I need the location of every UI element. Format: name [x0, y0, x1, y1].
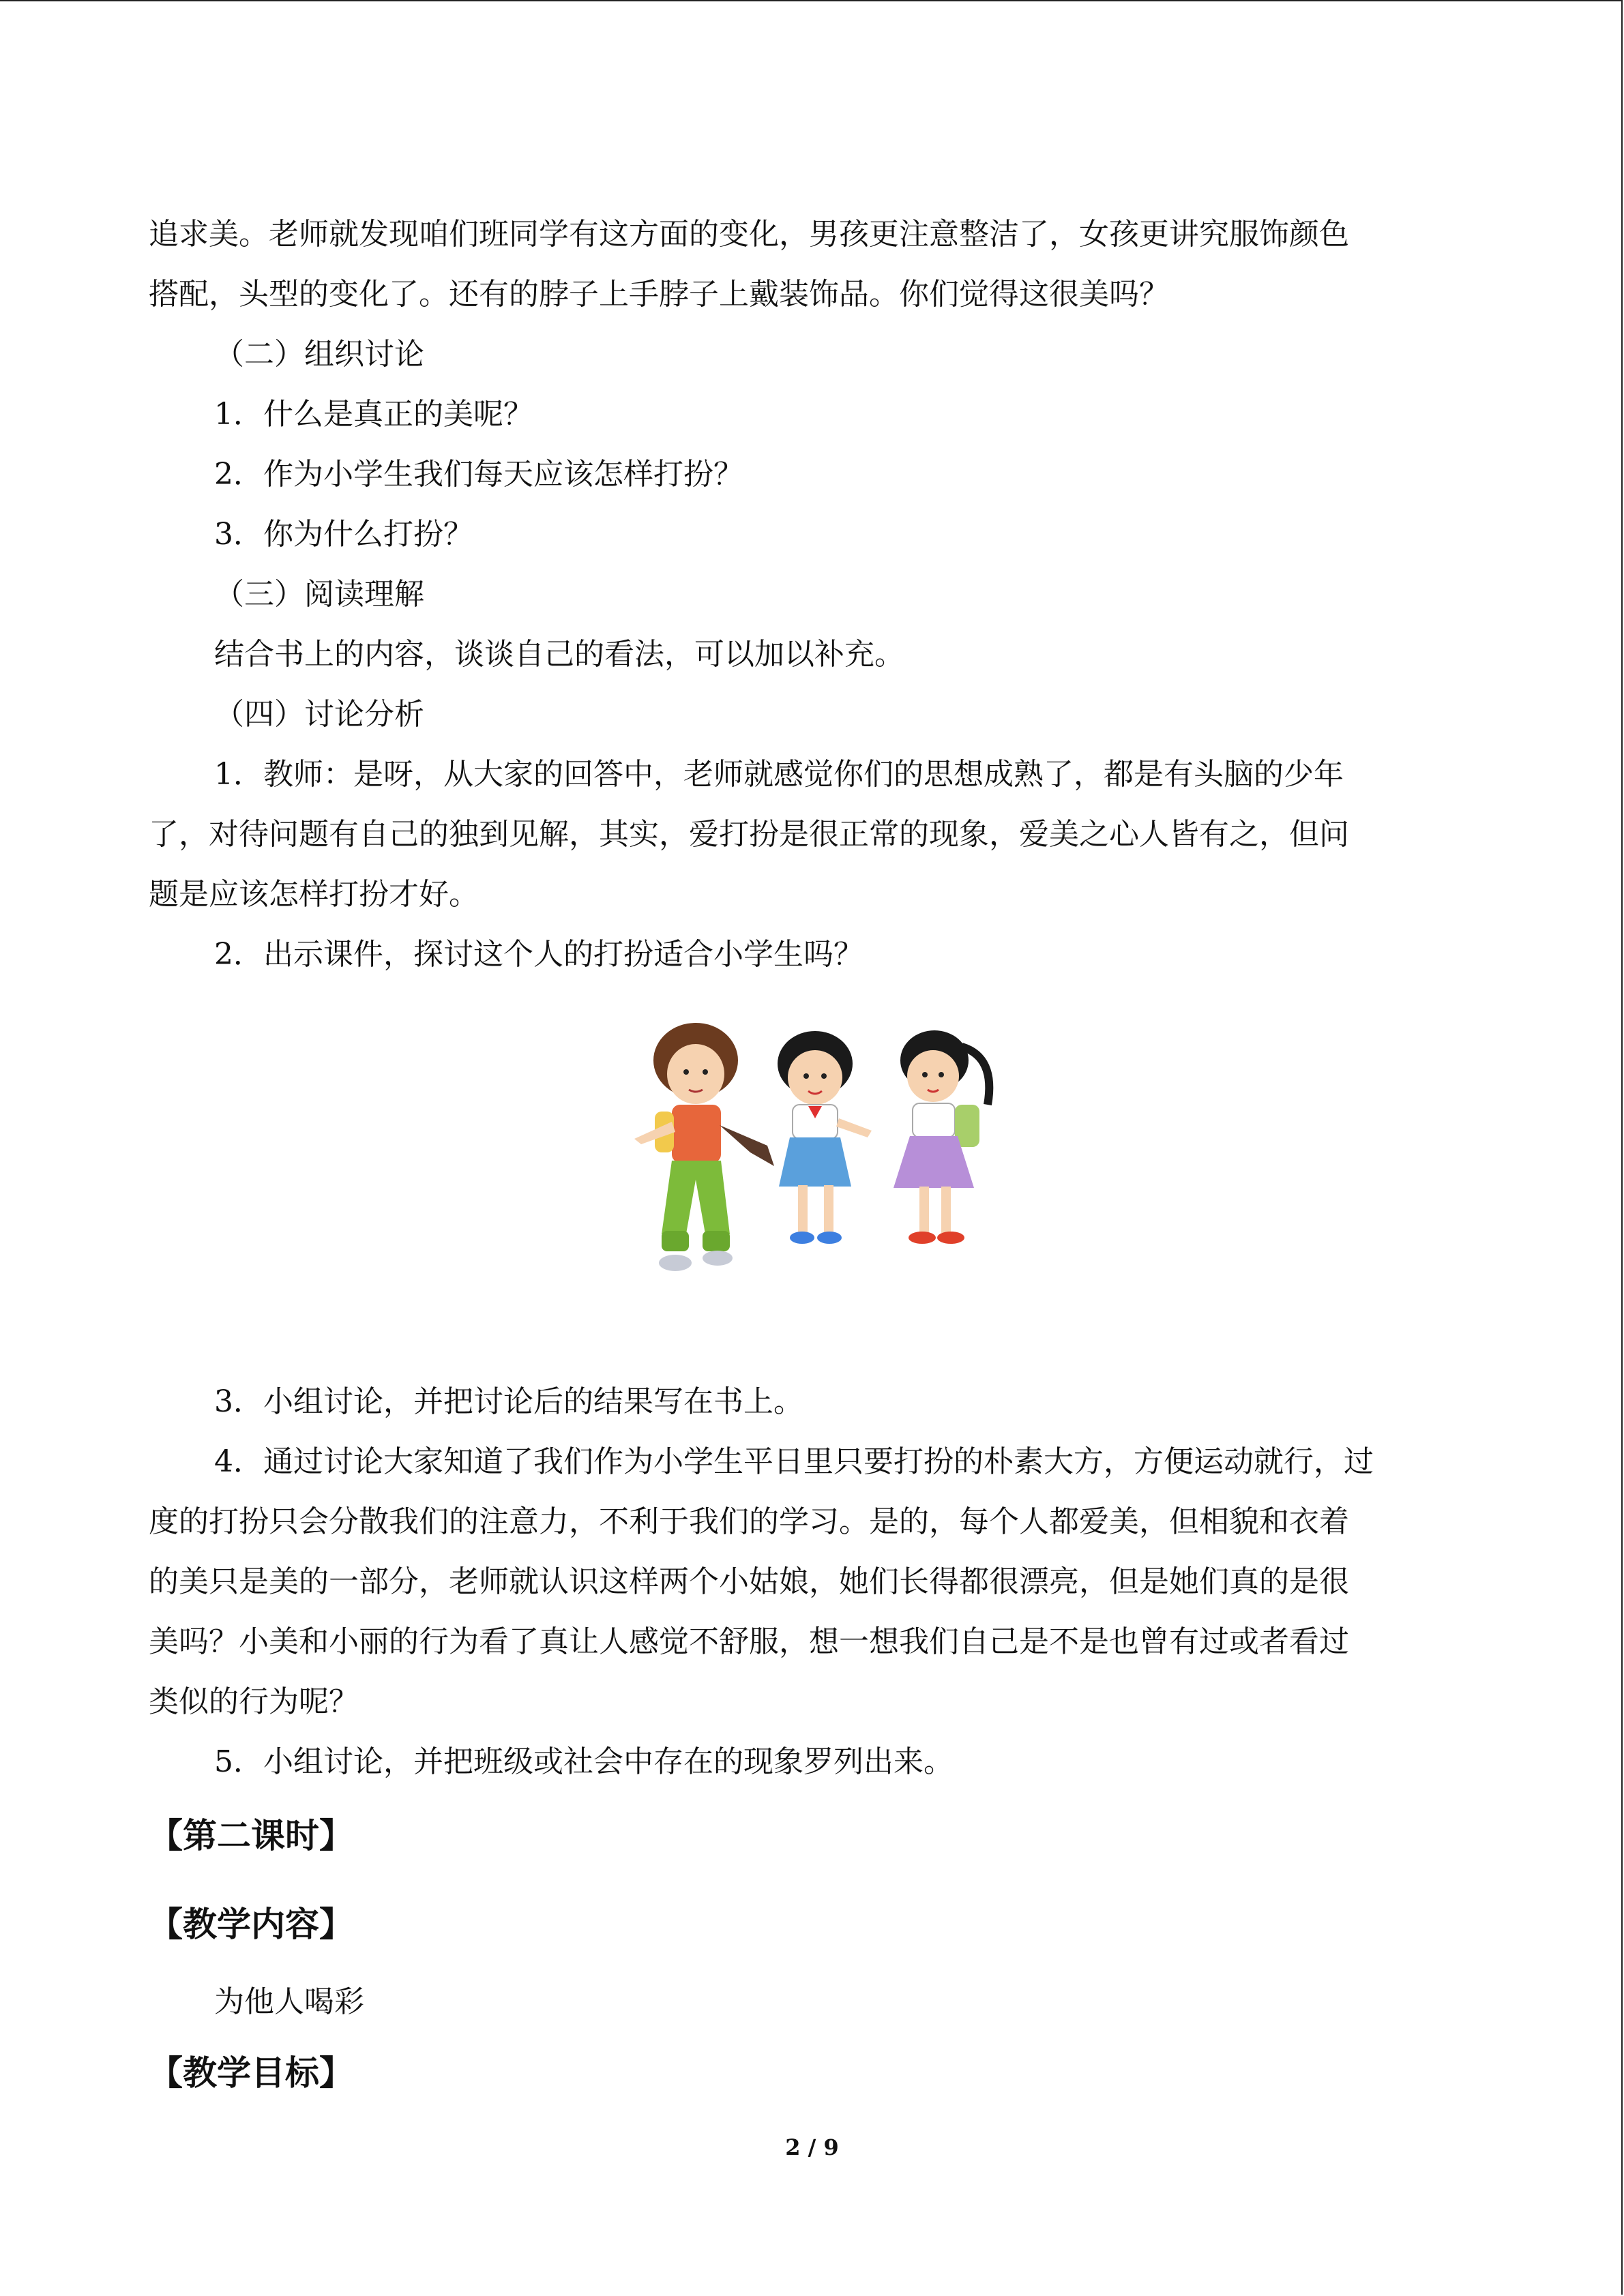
- girl-right-figure: [894, 1030, 989, 1244]
- page-number: 2 / 9: [785, 2134, 839, 2160]
- list-item: 2．作为小学生我们每天应该怎样打扮？: [214, 457, 743, 492]
- heading-goals: 【教学目标】: [149, 2053, 353, 2093]
- body-line: 5．小组讨论，并把班级或社会中存在的现象罗列出来。: [214, 1744, 954, 1779]
- section-title: （二）组织讨论: [214, 337, 424, 372]
- heading-content: 【教学内容】: [149, 1905, 353, 1944]
- children-illustration-icon: [614, 1009, 1037, 1309]
- body-line: 度的打扮只会分散我们的注意力，不利于我们的学习。是的，每个人都爱美，但相貌和衣着: [149, 1504, 1349, 1539]
- body-line: 为他人喝彩: [214, 1984, 364, 2019]
- body-line: 搭配，头型的变化了。还有的脖子上手脖子上戴装饰品。你们觉得这很美吗？: [149, 277, 1169, 312]
- body-line: 类似的行为呢？: [149, 1684, 359, 1719]
- body-line: 1．教师：是呀，从大家的回答中，老师就感觉你们的思想成熟了，都是有头脑的少年: [214, 757, 1344, 792]
- body-line: 结合书上的内容，谈谈自己的看法，可以加以补充。: [214, 637, 904, 672]
- body-line: 美吗？小美和小丽的行为看了真让人感觉不舒服，想一想我们自己是不是也曾有过或者看过: [149, 1624, 1349, 1659]
- body-line: 3．小组讨论，并把讨论后的结果写在书上。: [214, 1384, 803, 1419]
- list-item: 1．什么是真正的美呢？: [214, 397, 533, 432]
- list-item: 3．你为什么打扮？: [214, 517, 473, 552]
- girl-middle-figure: [778, 1031, 872, 1244]
- body-line: 2．出示课件，探讨这个人的打扮适合小学生吗？: [214, 937, 863, 972]
- body-line: 了，对待问题有自己的独到见解，其实，爱打扮是很正常的现象，爱美之心人皆有之，但问: [149, 817, 1349, 852]
- section-title: （四）讨论分析: [214, 697, 424, 732]
- illustration-three-children: [614, 1009, 1037, 1309]
- boy-figure: [634, 1023, 774, 1271]
- body-line: 4．通过讨论大家知道了我们作为小学生平日里只要打扮的朴素大方，方便运动就行，过: [214, 1444, 1374, 1479]
- heading-lesson2: 【第二课时】: [149, 1816, 353, 1855]
- body-line: 的美只是美的一部分，老师就认识这样两个小姑娘，她们长得都很漂亮，但是她们真的是很: [149, 1564, 1349, 1599]
- section-title: （三）阅读理解: [214, 577, 424, 612]
- body-line: 追求美。老师就发现咱们班同学有这方面的变化，男孩更注意整洁了，女孩更讲究服饰颜色: [149, 217, 1349, 252]
- body-line: 题是应该怎样打扮才好。: [149, 877, 479, 912]
